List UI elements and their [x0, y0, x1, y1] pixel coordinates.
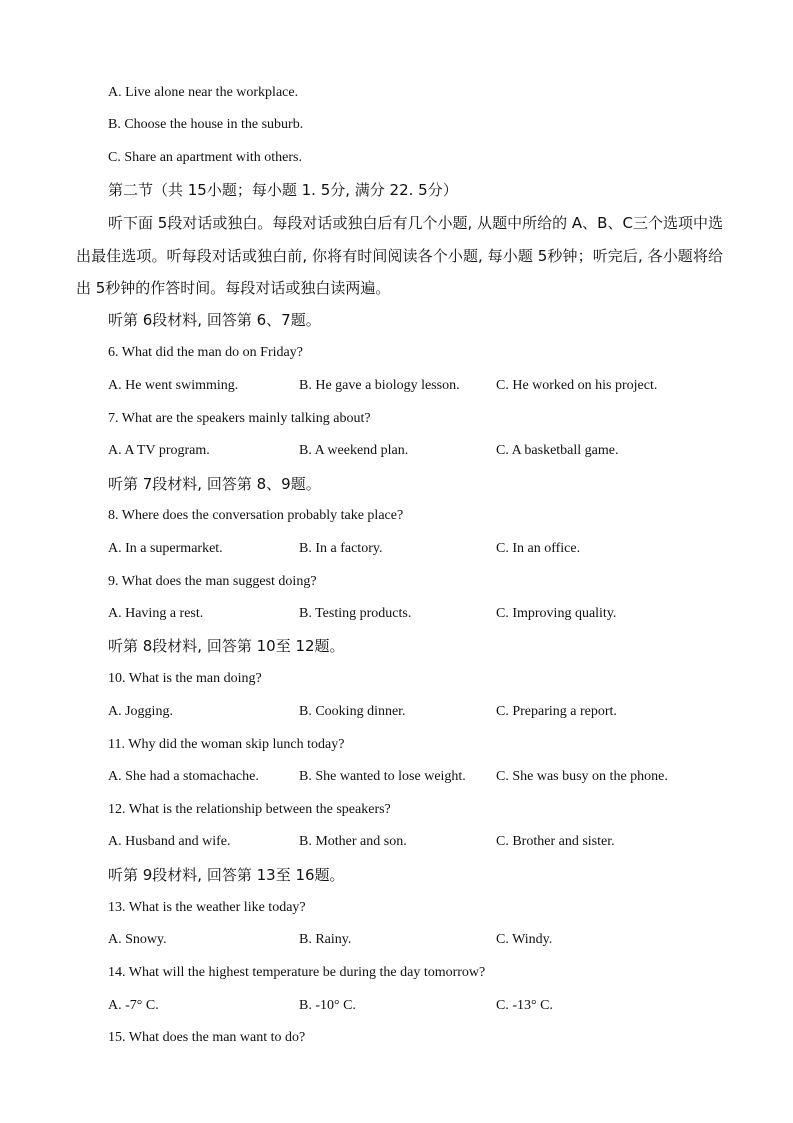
option-b: B. -10° C.: [299, 998, 356, 1013]
option-c: C. In an office.: [496, 541, 581, 556]
option-b: B. He gave a biology lesson.: [299, 378, 460, 393]
option-b: B. She wanted to lose weight.: [299, 769, 466, 784]
option-5b: B. Choose the house in the suburb.: [108, 117, 304, 132]
section-instructions: 听下面 5段对话或独白。每段对话或独白后有几个小题, 从题中所给的 A、B、C三个选项中选出最佳选项。听每段对话或独白前, 你将有时间阅读各个小题, 每小题 5秒钟；听完后, 各小题将给出 5秒钟的作答时间。每段对话或独白读两遍。: [76, 214, 723, 297]
segment-9-label: 听第 9段材料, 回答第 13至 16题。: [108, 866, 345, 884]
question-10: 10. What is the man doing?: [108, 671, 262, 686]
option-a: A. A TV program.: [108, 443, 210, 458]
option-c: C. Windy.: [496, 932, 553, 947]
option-c: C. Improving quality.: [496, 606, 617, 621]
question-15: 15. What does the man want to do?: [108, 1030, 306, 1045]
option-b: B. Mother and son.: [299, 834, 407, 849]
option-5a: A. Live alone near the workplace.: [108, 85, 299, 100]
question-8: 8. Where does the conversation probably take place?: [108, 508, 404, 523]
option-b: B. Cooking dinner.: [299, 704, 406, 719]
option-c: C. -13° C.: [496, 998, 553, 1013]
option-c: C. A basketball game.: [496, 443, 619, 458]
question-11: 11. Why did the woman skip lunch today?: [108, 737, 345, 752]
option-b: B. In a factory.: [299, 541, 383, 556]
question-13: 13. What is the weather like today?: [108, 900, 306, 915]
question-14: 14. What will the highest temperature be during the day tomorrow?: [108, 965, 486, 980]
question-6: 6. What did the man do on Friday?: [108, 345, 303, 360]
option-a: A. Having a rest.: [108, 606, 204, 621]
question-9: 9. What does the man suggest doing?: [108, 574, 317, 589]
question-7: 7. What are the speakers mainly talking about?: [108, 411, 371, 426]
option-a: A. Husband and wife.: [108, 834, 231, 849]
option-5c: C. Share an apartment with others.: [108, 150, 303, 165]
option-a: A. She had a stomachache.: [108, 769, 259, 784]
option-a: A. In a supermarket.: [108, 541, 223, 556]
option-a: A. Jogging.: [108, 704, 173, 719]
option-b: B. Testing products.: [299, 606, 412, 621]
option-c: C. Brother and sister.: [496, 834, 615, 849]
option-b: B. A weekend plan.: [299, 443, 409, 458]
option-c: C. Preparing a report.: [496, 704, 617, 719]
option-a: A. -7° C.: [108, 998, 159, 1013]
section-heading: 第二节（共 15小题；每小题 1. 5分, 满分 22. 5分）: [108, 181, 458, 199]
option-c: C. He worked on his project.: [496, 378, 658, 393]
question-12: 12. What is the relationship between the speakers?: [108, 802, 391, 817]
segment-8-label: 听第 8段材料, 回答第 10至 12题。: [108, 637, 345, 655]
segment-6-label: 听第 6段材料, 回答第 6、7题。: [108, 311, 321, 329]
option-a: A. He went swimming.: [108, 378, 239, 393]
segment-7-label: 听第 7段材料, 回答第 8、9题。: [108, 475, 321, 493]
option-b: B. Rainy.: [299, 932, 352, 947]
option-a: A. Snowy.: [108, 932, 167, 947]
option-c: C. She was busy on the phone.: [496, 769, 668, 784]
